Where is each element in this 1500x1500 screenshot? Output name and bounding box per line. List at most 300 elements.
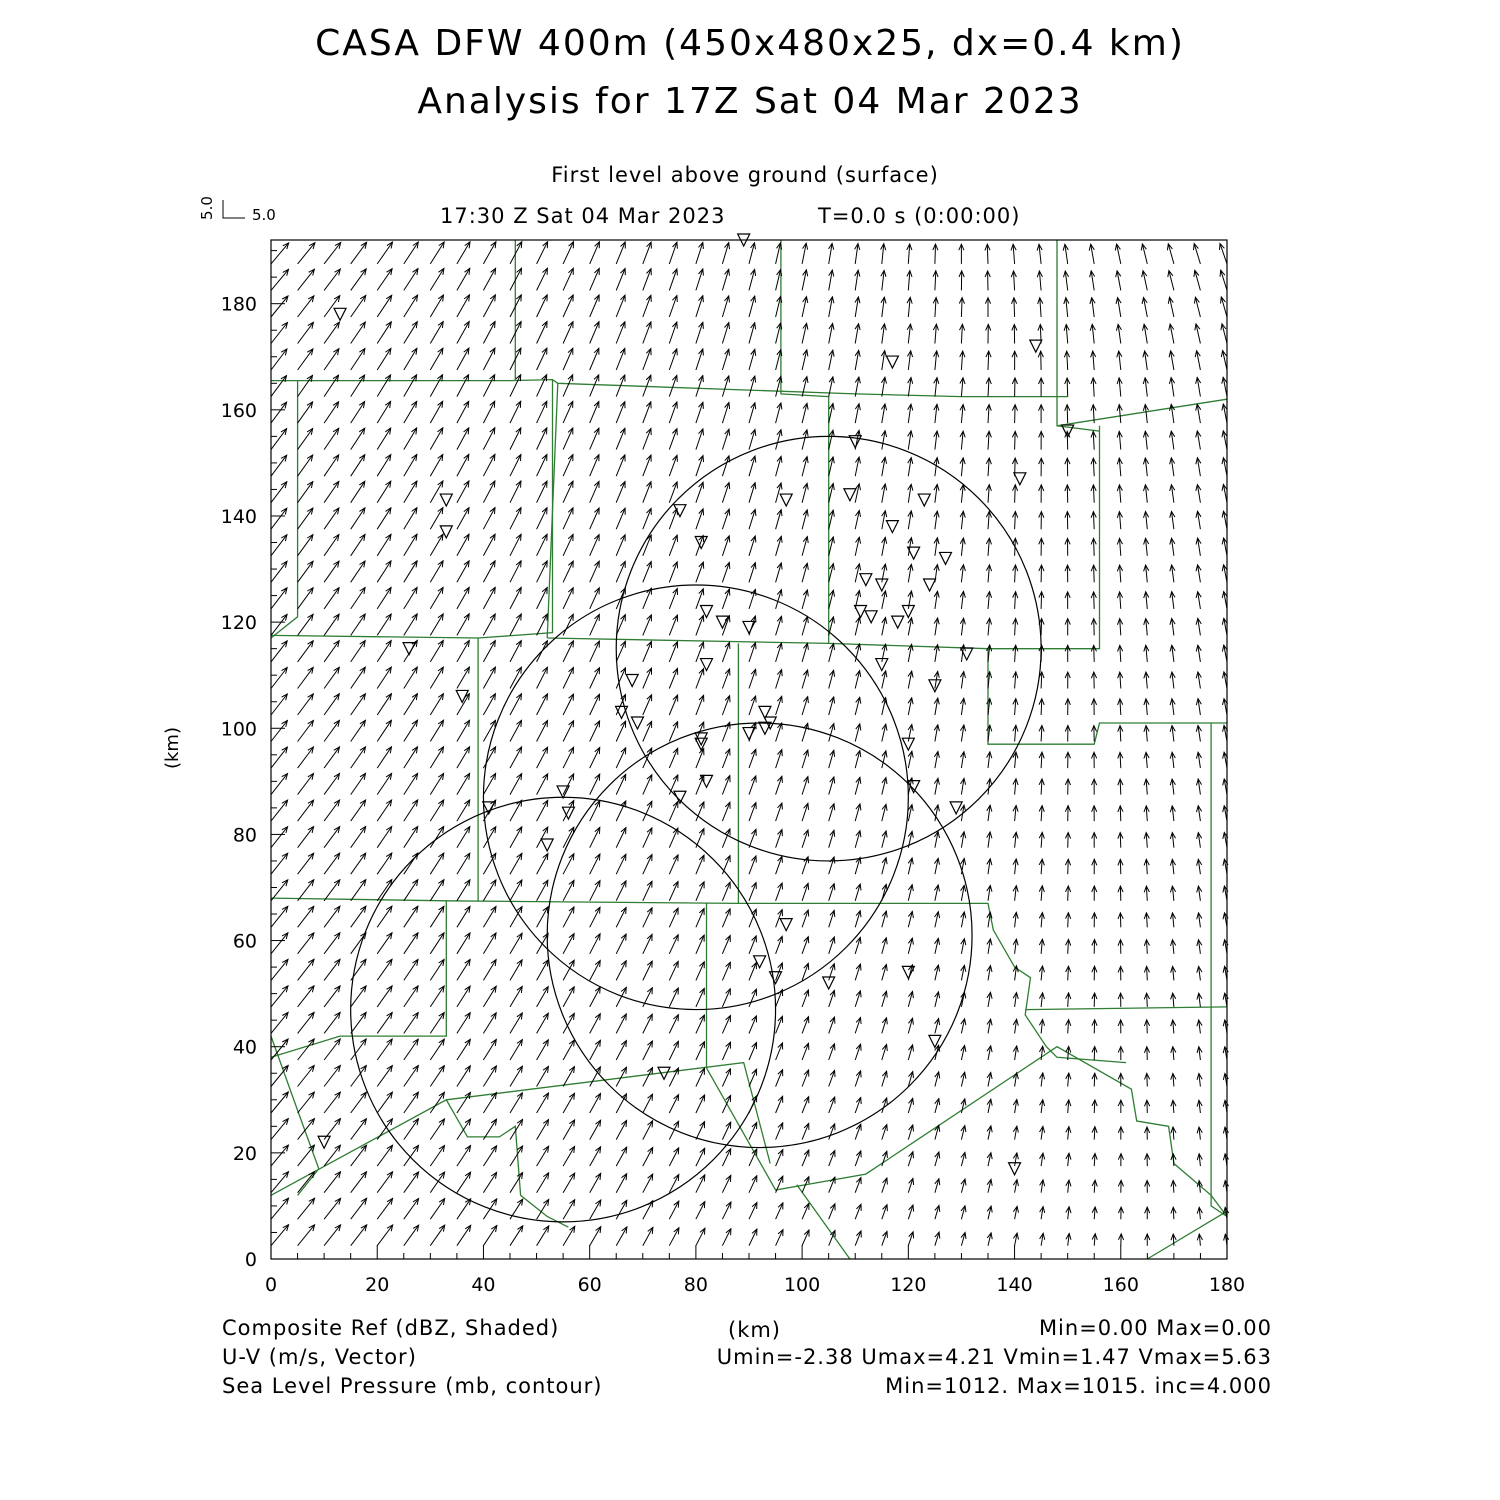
wind-vector-shaft	[377, 986, 392, 1007]
wind-vector-shaft	[457, 1066, 470, 1087]
wind-vector-shaft	[563, 588, 573, 609]
station-marker	[562, 807, 574, 819]
wind-vector-shaft	[776, 883, 783, 901]
x-tick-label: 120	[890, 1274, 927, 1296]
wind-vector-shaft	[563, 455, 573, 477]
wind-vector-shaft	[457, 508, 469, 530]
wind-vector-shaft	[616, 1200, 627, 1219]
wind-vector-head	[386, 667, 392, 674]
wind-vector-shaft	[1041, 619, 1042, 636]
wind-vector-head	[543, 1093, 548, 1100]
wind-vector-shaft	[457, 1172, 471, 1193]
wind-vector-head	[386, 348, 391, 354]
wind-vector-shaft	[643, 562, 651, 583]
y-tick-label: 100	[220, 718, 257, 741]
county-line	[271, 901, 446, 1058]
wind-vector-shaft	[1120, 833, 1121, 848]
wind-vector-head	[491, 960, 496, 967]
wind-vector-shaft	[590, 268, 600, 290]
wind-vector-head	[517, 1146, 522, 1152]
station-marker	[701, 606, 713, 618]
wind-vector-shaft	[510, 1146, 523, 1166]
wind-vector-head	[412, 587, 417, 594]
wind-vector-shaft	[430, 1013, 444, 1034]
station-marker	[440, 494, 452, 506]
wind-vector-head	[465, 242, 470, 249]
wind-vector-shaft	[537, 694, 548, 715]
wind-vector-shaft	[404, 800, 418, 821]
analysis-time-title: Analysis for 17Z Sat 04 Mar 2023	[417, 81, 1083, 122]
wind-vector-shaft	[351, 402, 365, 424]
wind-vector-head	[412, 322, 417, 329]
wind-vector-shaft	[404, 880, 418, 901]
wind-vector-shaft	[537, 455, 547, 477]
wind-vector-shaft	[802, 1017, 808, 1034]
wind-vector-head	[386, 322, 392, 329]
wind-vector-shaft	[377, 1092, 392, 1113]
wind-vector-shaft	[377, 269, 392, 291]
wind-vector-shaft	[669, 882, 678, 901]
wind-vector-shaft	[563, 428, 573, 450]
wind-vector-shaft	[457, 906, 470, 927]
wind-vector-shaft	[483, 295, 495, 317]
wind-vector-head	[386, 720, 392, 726]
wind-vector-shaft	[271, 774, 288, 795]
wind-vector-head	[465, 1119, 471, 1126]
wind-vector-shaft	[483, 375, 494, 397]
wind-vector-shaft	[351, 827, 366, 848]
wind-vector-shaft	[271, 959, 288, 980]
station-marker	[780, 919, 792, 931]
wind-vector-head	[465, 960, 470, 967]
wind-vector-shaft	[1015, 405, 1016, 423]
wind-vector-shaft	[537, 614, 548, 635]
station-markers	[318, 234, 1074, 1175]
wind-vector-shaft	[298, 800, 314, 821]
wind-vector-shaft	[590, 295, 599, 317]
wind-vector-shaft	[483, 1039, 496, 1060]
wind-vector-shaft	[643, 961, 652, 980]
wind-vector-head	[438, 720, 443, 727]
wind-vector-shaft	[430, 959, 444, 980]
station-marker	[823, 977, 835, 989]
wind-vector-shaft	[563, 721, 574, 742]
field3-stats: Min=1012. Max=1015. inc=4.000	[885, 1374, 1272, 1398]
wind-vector-head	[438, 508, 443, 514]
wind-vector-shaft	[324, 1198, 341, 1219]
wind-vector-shaft	[271, 721, 287, 742]
x-tick-label: 100	[783, 1274, 821, 1296]
wind-vector-shaft	[377, 295, 392, 317]
wind-vector-head	[465, 933, 470, 940]
wind-vector-shaft	[776, 1176, 783, 1193]
wind-vector-shaft	[537, 827, 548, 848]
wind-vector-shaft	[298, 429, 313, 450]
wind-vector-head	[464, 720, 469, 727]
station-marker	[950, 802, 962, 814]
wind-vector-shaft	[696, 669, 704, 689]
wind-vector-shaft	[1093, 458, 1094, 476]
wind-vector-shaft	[324, 880, 340, 901]
wind-vector-head	[386, 694, 392, 700]
wind-vector-shaft	[537, 534, 548, 556]
wind-vector-shaft	[404, 720, 418, 741]
wind-vector-shaft	[776, 1043, 783, 1060]
wind-vector-shaft	[722, 642, 729, 662]
wind-vector-shaft	[696, 1095, 705, 1113]
wind-vector-shaft	[961, 324, 962, 343]
wind-vector-shaft	[510, 534, 521, 556]
wind-vector-shaft	[616, 1147, 627, 1166]
wind-vector-shaft	[430, 906, 444, 927]
wind-vector-shaft	[324, 986, 340, 1007]
wind-vector-shaft	[483, 1172, 496, 1192]
wind-vector-head	[465, 1039, 471, 1045]
wind-vector-shaft	[669, 1095, 678, 1113]
wind-vector-shaft	[563, 1200, 575, 1220]
wind-vector-head	[491, 1039, 496, 1046]
wind-vector-shaft	[457, 880, 470, 901]
wind-vector-shaft	[377, 481, 391, 503]
wind-vector-shaft	[324, 349, 339, 370]
wind-vector-shaft	[722, 1069, 730, 1087]
wind-vector-head	[386, 587, 391, 594]
wind-vector-shaft	[404, 986, 418, 1007]
wind-vector-shaft	[961, 298, 962, 317]
county-line	[1147, 1211, 1227, 1259]
wind-vector-shaft	[669, 802, 678, 822]
wind-vector-head	[439, 959, 445, 966]
wind-vector-head	[569, 1173, 574, 1180]
wind-vector-shaft	[590, 1200, 601, 1219]
wind-vector-shaft	[271, 668, 287, 689]
wind-vector-shaft	[510, 694, 522, 715]
wind-vector-shaft	[510, 401, 521, 423]
wind-vector-shaft	[510, 960, 522, 981]
wind-vector-shaft	[537, 960, 549, 980]
wind-vector-shaft	[298, 375, 313, 396]
station-marker	[334, 308, 346, 320]
wind-vector-shaft	[669, 589, 677, 609]
wind-vector-head	[438, 641, 443, 648]
wind-vector-head	[438, 614, 443, 621]
wind-vector-shaft	[298, 986, 314, 1007]
wind-vector-shaft	[483, 827, 495, 848]
wind-vector-shaft	[271, 641, 287, 662]
wind-vector-shaft	[590, 455, 599, 477]
wind-vector-shaft	[510, 1013, 522, 1033]
wind-vector-shaft	[537, 348, 547, 370]
wind-vector-shaft	[776, 1096, 783, 1113]
county-boundaries	[271, 240, 1227, 1259]
wind-vector-shaft	[776, 1123, 783, 1140]
wind-vector-shaft	[616, 1121, 626, 1140]
wind-vector-shaft	[483, 747, 495, 768]
wind-vector-shaft	[404, 959, 418, 980]
wind-vector-shaft	[324, 747, 339, 768]
wind-vector-shaft	[271, 296, 288, 317]
wind-vector-head	[412, 827, 418, 834]
wind-vector-shaft	[298, 1145, 315, 1166]
wind-vector-shaft	[271, 588, 287, 609]
wind-vector-shaft	[669, 1015, 678, 1034]
wind-vector-shaft	[563, 880, 574, 900]
wind-vector-shaft	[696, 1068, 705, 1086]
wind-vector-shaft	[351, 906, 366, 927]
county-line	[547, 426, 1099, 649]
wind-vector-shaft	[563, 268, 573, 290]
wind-vector-shaft	[590, 402, 599, 424]
wind-vector-head	[439, 242, 444, 248]
wind-vector-shaft	[483, 774, 495, 795]
wind-vector-head	[491, 1146, 497, 1152]
wind-vector-shaft	[537, 1226, 549, 1246]
wind-vector-shaft	[722, 1016, 730, 1034]
wind-vector-shaft	[802, 1043, 808, 1060]
wind-vector-shaft	[457, 295, 470, 317]
wind-vector-shaft	[298, 1198, 315, 1219]
wind-vector-head	[411, 401, 416, 408]
wind-vector-shaft	[298, 1092, 315, 1113]
wind-vector-shaft	[510, 455, 521, 477]
wind-vector-shaft	[457, 428, 469, 450]
wind-vector-shaft	[749, 1176, 757, 1193]
wind-vector-shaft	[563, 1013, 574, 1033]
wind-vector-shaft	[563, 827, 574, 848]
wind-vector-head	[386, 295, 392, 301]
wind-vector-shaft	[722, 562, 729, 582]
wind-vector-shaft	[616, 934, 626, 954]
wind-vector-shaft	[404, 561, 417, 583]
wind-vector-shaft	[404, 1172, 419, 1193]
wind-vector-head	[359, 455, 365, 462]
wind-vector-shaft	[563, 1147, 575, 1167]
wind-vector-shaft	[616, 641, 625, 662]
wind-vector-shaft	[404, 773, 418, 794]
wind-vector-head	[412, 694, 417, 700]
wind-vector-shaft	[643, 1094, 653, 1113]
station-marker	[940, 552, 952, 564]
wind-vector-shaft	[616, 1041, 626, 1060]
wind-vector-shaft	[935, 244, 936, 264]
wind-vector-shaft	[537, 242, 548, 264]
wind-vector-shaft	[696, 962, 704, 981]
wind-vector-shaft	[483, 268, 495, 290]
wind-vector-shaft	[829, 1151, 835, 1167]
wind-vector-shaft	[749, 669, 756, 688]
wind-vector-shaft	[351, 269, 367, 291]
wind-vector-head	[359, 508, 365, 514]
wind-vector-shaft	[590, 242, 600, 264]
wind-vector-shaft	[457, 1092, 471, 1113]
wind-vector-shaft	[537, 774, 548, 795]
wind-vector-head	[412, 455, 417, 462]
wind-vector-shaft	[669, 242, 677, 264]
wind-vector-shaft	[669, 562, 677, 582]
wind-vector-shaft	[722, 909, 730, 927]
wind-vector-shaft	[271, 269, 289, 290]
wind-vector-shaft	[351, 1012, 366, 1033]
wind-vector-shaft	[590, 1120, 601, 1139]
wind-vector-shaft	[324, 402, 339, 423]
wind-vector-head	[386, 508, 391, 514]
map-title: CASA DFW 400m (450x480x25, dx=0.4 km)	[315, 23, 1185, 64]
x-tick-labels	[265, 1274, 1245, 1296]
wind-vector-shaft	[377, 375, 390, 397]
wind-vector-shaft	[483, 1093, 496, 1113]
county-line	[271, 898, 1126, 1063]
wind-vector-shaft	[483, 1146, 496, 1166]
wind-vector-head	[360, 667, 366, 673]
wind-vector-shaft	[696, 456, 703, 477]
wind-vector-shaft	[643, 642, 652, 662]
wind-vector-shaft	[749, 936, 756, 954]
county-line	[988, 649, 1227, 745]
wind-vector-shaft	[590, 322, 599, 344]
wind-vector-shaft	[430, 1172, 444, 1193]
wind-vector-shaft	[616, 535, 625, 556]
wind-vector-shaft	[351, 561, 365, 582]
wind-vector-shaft	[430, 720, 443, 741]
wind-vector-shaft	[351, 1092, 367, 1113]
wind-vector-shaft	[298, 933, 314, 954]
x-tick-label: 40	[471, 1274, 496, 1296]
wind-vector-shaft	[643, 1174, 653, 1193]
wind-vector-shaft	[669, 695, 677, 715]
county-line	[271, 1036, 319, 1195]
wind-vector-shaft	[324, 243, 341, 264]
wind-vector-shaft	[749, 1043, 757, 1061]
wind-vector-shaft	[643, 429, 651, 450]
wind-vector-head	[517, 1093, 522, 1099]
wind-vector-shaft	[483, 986, 496, 1007]
wind-vector-shaft	[324, 561, 339, 582]
wind-vector-shaft	[1068, 833, 1069, 848]
wind-vector-shaft	[643, 934, 652, 953]
wind-vector-shaft	[377, 587, 391, 609]
y-tick-labels	[221, 294, 257, 1271]
wind-vector-shaft	[351, 428, 365, 449]
wind-vector-head	[438, 455, 443, 462]
wind-vector-shaft	[616, 242, 625, 264]
y-axis-unit: (km)	[162, 726, 183, 770]
wind-vector-shaft	[483, 667, 495, 688]
wind-vector-shaft	[351, 986, 366, 1007]
wind-vector-shaft	[457, 933, 470, 954]
wind-vector-shaft	[643, 615, 652, 636]
wind-vector-shaft	[855, 1231, 861, 1246]
wind-vector-shaft	[298, 455, 313, 476]
wind-vector-shaft	[802, 1203, 809, 1219]
wind-vector-shaft	[377, 880, 392, 901]
station-marker	[674, 791, 686, 803]
y-tick-label: 60	[232, 930, 257, 953]
station-marker	[924, 579, 936, 591]
wind-vector-shaft	[404, 933, 418, 954]
wind-vector-head	[543, 1173, 548, 1180]
wind-vector-shaft	[404, 401, 417, 423]
wind-vector-shaft	[404, 428, 417, 450]
wind-vector-head	[517, 1199, 522, 1205]
wind-vector-shaft	[377, 561, 391, 582]
wind-vector-shaft	[483, 1226, 496, 1246]
wind-vector-head	[438, 561, 443, 568]
wind-vector-shaft	[749, 1016, 756, 1034]
wind-vector-head	[360, 614, 366, 620]
wind-vector-shaft	[643, 695, 652, 715]
wind-vector-shaft	[483, 534, 495, 556]
wind-vector-shaft	[669, 1041, 678, 1060]
wind-vector-shaft	[590, 934, 600, 954]
wind-vector-shaft	[324, 375, 338, 396]
wind-vector-shaft	[1067, 431, 1068, 449]
wind-vector-shaft	[802, 990, 808, 1007]
wind-vector-shaft	[590, 641, 600, 662]
wind-vector-head	[491, 1066, 496, 1073]
wind-vector-shaft	[457, 481, 469, 503]
wind-vector-shaft	[324, 428, 339, 449]
wind-vector-shaft	[669, 402, 677, 423]
wind-vector-head	[412, 720, 418, 727]
wind-vector-shaft	[537, 588, 548, 609]
wind-vector-shaft	[377, 455, 391, 477]
wind-vector-shaft	[430, 986, 444, 1007]
wind-vector-shaft	[590, 987, 601, 1007]
station-marker	[759, 722, 771, 734]
wind-vector-head	[543, 1146, 548, 1153]
wind-vector-shaft	[324, 853, 340, 874]
wind-vector-shaft	[404, 242, 419, 264]
wind-vector-shaft	[377, 959, 392, 980]
wind-vector-shaft	[537, 401, 547, 423]
wind-vector-shaft	[749, 1123, 757, 1140]
wind-vector-shaft	[404, 1039, 418, 1060]
wind-vector-head	[517, 1119, 522, 1125]
wind-vector-shaft	[643, 881, 652, 901]
wind-vector-shaft	[696, 935, 704, 954]
wind-vector-head	[438, 587, 443, 593]
wind-vector-shaft	[749, 989, 756, 1007]
wind-vector-shaft	[643, 349, 651, 370]
wind-vector-shaft	[510, 986, 522, 1007]
wind-vector-shaft	[643, 242, 651, 264]
wind-vector-shaft	[324, 1066, 340, 1087]
wind-vector-head	[359, 402, 364, 409]
wind-vector-shaft	[696, 909, 704, 928]
wind-vector-shaft	[298, 508, 313, 529]
wind-vector-head	[438, 800, 443, 806]
wind-vector-shaft	[430, 800, 443, 821]
wind-vector-shaft	[643, 508, 651, 529]
wind-vector-shaft	[457, 720, 470, 741]
wind-vector-shaft	[377, 1039, 392, 1060]
wind-vector-shaft	[537, 1040, 549, 1060]
wind-vector-shaft	[776, 936, 783, 954]
wind-vector-shaft	[537, 428, 547, 450]
wind-vector-shaft	[404, 508, 417, 530]
wind-vector-shaft	[377, 641, 391, 662]
wind-vector-shaft	[430, 880, 444, 901]
wind-vector-shaft	[537, 800, 548, 821]
wind-vector-head	[438, 694, 443, 700]
wind-vector-shaft	[696, 1122, 705, 1140]
wind-vector-shaft	[1094, 619, 1095, 636]
wind-vector-shaft	[324, 667, 339, 688]
wind-vector-shaft	[298, 694, 314, 715]
wind-vector-shaft	[563, 1226, 575, 1245]
wind-vector-shaft	[590, 1227, 601, 1246]
wind-vector-shaft	[430, 1039, 444, 1060]
